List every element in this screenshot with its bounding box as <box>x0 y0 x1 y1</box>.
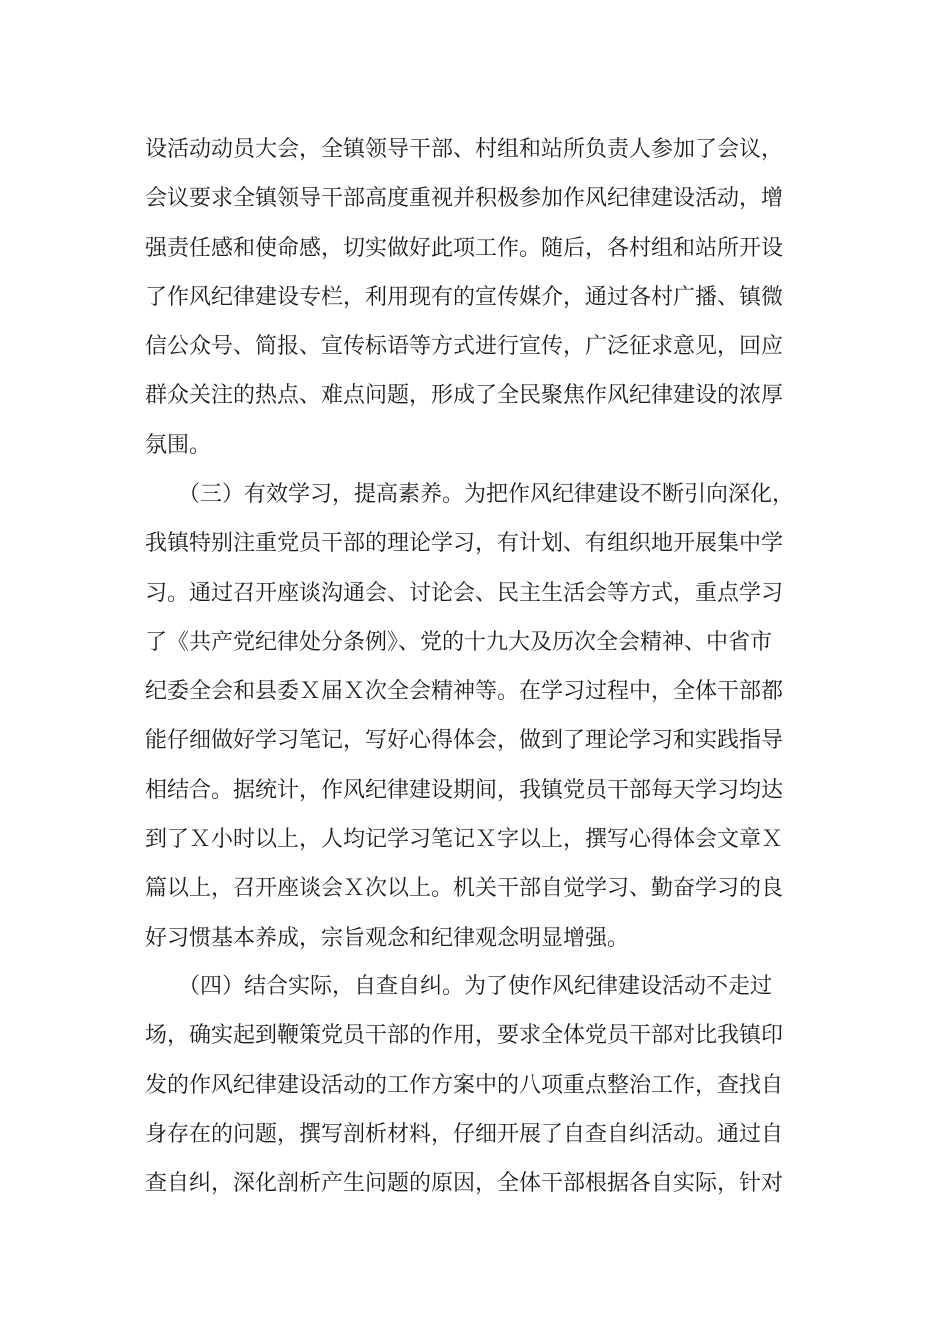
paragraph-mobilization: 设活动动员大会，全镇领导干部、村组和站所负责人参加了会议， 会议要求全镇领导干部高度重视并积极参加作风纪律建设活动，增 强责任感和使命感，切实做好此项工作。随后，各村组和站所开设 了作风纪律建设专栏，利用现有的宣传媒介，通过各村广播、镇微 信公众号、简报、宣传标语等方式进行宣传，广泛征求意见，回应 群众关注的热点、难点问题，形成了全民聚焦作风纪律建设的浓厚 氛围。 <box>145 137 784 458</box>
paragraph-self-inspection: （四）结合实际，自查自纠。为了使作风纪律建设活动不走过 场，确实起到鞭策党员干部的作用，要求全体党员干部对比我镇印 发的作风纪律建设活动的工作方案中的八项重点整治工作，查找自 身存在的问题，撰写剖析材料，仔细开展了自查自纠活动。通过自 查自纠，深化剖析产生问题的原因，全体干部根据各自实际，针对 <box>145 974 784 1197</box>
paragraph-effective-study: （三）有效学习，提高素养。为把作风纪律建设不断引向深化， 我镇特别注重党员干部的理论学习，有计划、有组织地开展集中学 习。通过召开座谈沟通会、讨论会、民主生活会等方式，重点学习 了《共产党纪律处分条例》、党的十九大及历次全会精神、中省市 纪委全会和县委Ｘ届Ｘ次全会精神等。在学习过程中，全体干部都 能仔细做好学习笔记，写好心得体会，做到了理论学习和实践指导 相结合。据统计，作风纪律建设期间，我镇党员干部每天学习均达 到了Ｘ小时以上，人均记学习笔记Ｘ字以上，撰写心得体会文章Ｘ 篇以上，召开座谈会Ｘ次以上。机关干部自觉学习、勤奋学习的良 好习惯基本养成，宗旨观念和纪律观念明显增强。 <box>145 482 795 951</box>
